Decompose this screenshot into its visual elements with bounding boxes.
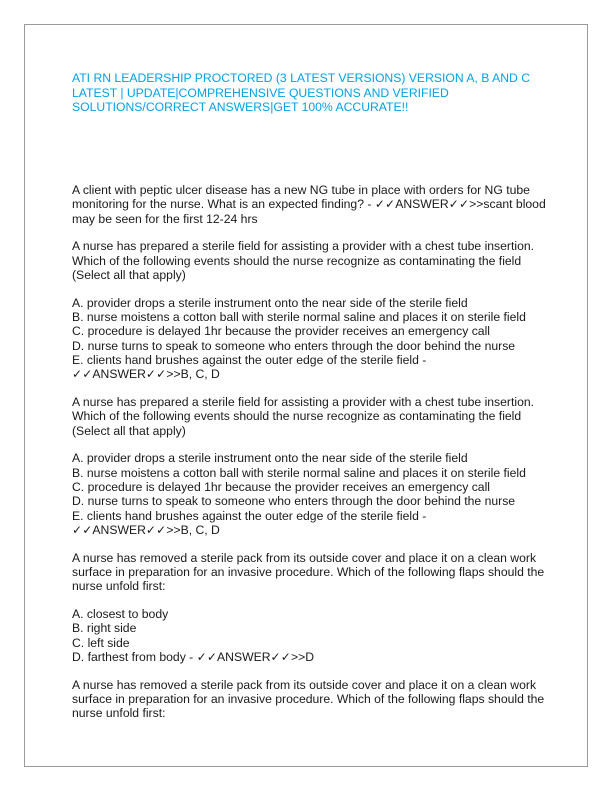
question-sterile-field bbox=[72, 395, 552, 438]
option-line: D. nurse turns to speak to someone who enters through the door behind the nurse bbox=[72, 338, 516, 353]
text-line: A nurse has removed a sterile pack from its outside cover and place it on a clean work bbox=[72, 677, 537, 692]
answer-options bbox=[72, 451, 552, 537]
option-line: C. procedure is delayed 1hr because the provider receives an emergency call bbox=[72, 480, 490, 495]
option-line: B. right side bbox=[72, 621, 137, 636]
answer-options bbox=[72, 296, 552, 382]
question-sterile-field bbox=[72, 239, 552, 282]
text-line: A nurse has prepared a sterile field for assisting a provider with a chest tube insertion. bbox=[72, 395, 535, 410]
question-ng-tube bbox=[72, 183, 552, 226]
option-line: E. clients hand brushes against the outer edge of the sterile field - bbox=[72, 508, 427, 523]
option-line: A. provider drops a sterile instrument onto the near side of the sterile field bbox=[72, 451, 468, 466]
answer-line: ✓✓ANSWER✓✓>>B, C, D bbox=[72, 367, 220, 382]
title-line: LATEST | UPDATE|COMPREHENSIVE QUESTIONS AND VERIFIED bbox=[72, 85, 449, 100]
text-line: A client with peptic ulcer disease has a new NG tube in place with orders for NG tube bbox=[72, 183, 530, 197]
title-line: ATI RN LEADERSHIP PROCTORED (3 LATEST VERSIONS) VERSION A, B AND C bbox=[72, 71, 531, 85]
title-line: SOLUTIONS/CORRECT ANSWERS|GET 100% ACCURATE!! bbox=[72, 100, 409, 115]
text-line: (Select all that apply) bbox=[72, 267, 186, 282]
question-sterile-pack bbox=[72, 551, 552, 594]
option-line: D. nurse turns to speak to someone who enters through the door behind the nurse bbox=[72, 494, 516, 509]
answer-line: D. farthest from body - ✓✓ANSWER✓✓>>D bbox=[72, 650, 315, 665]
text-line: may be seen for the first 12-24 hrs bbox=[72, 211, 258, 226]
document-body bbox=[72, 183, 552, 734]
answer-options bbox=[72, 607, 552, 664]
text-line: Which of the following events should the nurse recognize as contaminating the field bbox=[72, 253, 522, 268]
option-line: B. nurse moistens a cotton ball with sterile normal saline and places it on sterile field bbox=[72, 465, 526, 480]
option-line: C. procedure is delayed 1hr because the provider receives an emergency call bbox=[72, 324, 490, 339]
text-line: (Select all that apply) bbox=[72, 423, 186, 438]
text-line: surface in preparation for an invasive procedure. Which of the following flaps should the bbox=[72, 565, 545, 580]
text-line: Which of the following events should the nurse recognize as contaminating the field bbox=[72, 409, 522, 424]
text-line: nurse unfold first: bbox=[72, 706, 166, 721]
option-line: A. provider drops a sterile instrument onto the near side of the sterile field bbox=[72, 295, 468, 310]
text-line: nurse unfold first: bbox=[72, 579, 166, 594]
option-line: E. clients hand brushes against the outer edge of the sterile field - bbox=[72, 352, 427, 367]
document-title bbox=[72, 71, 552, 115]
text-line: surface in preparation for an invasive procedure. Which of the following flaps should the bbox=[72, 692, 545, 707]
question-sterile-pack bbox=[72, 678, 552, 721]
option-line: A. closest to body bbox=[72, 607, 169, 622]
text-line: A nurse has prepared a sterile field for assisting a provider with a chest tube insertion. bbox=[72, 239, 535, 254]
text-line: A nurse has removed a sterile pack from its outside cover and place it on a clean work bbox=[72, 550, 537, 565]
option-line: B. nurse moistens a cotton ball with sterile normal saline and places it on sterile field bbox=[72, 310, 526, 325]
answer-line: ✓✓ANSWER✓✓>>B, C, D bbox=[72, 522, 220, 537]
text-line: monitoring for the nurse. What is an expected finding? - ✓✓ANSWER✓✓>>scant blood bbox=[72, 197, 546, 212]
option-line: C. left side bbox=[72, 635, 130, 650]
